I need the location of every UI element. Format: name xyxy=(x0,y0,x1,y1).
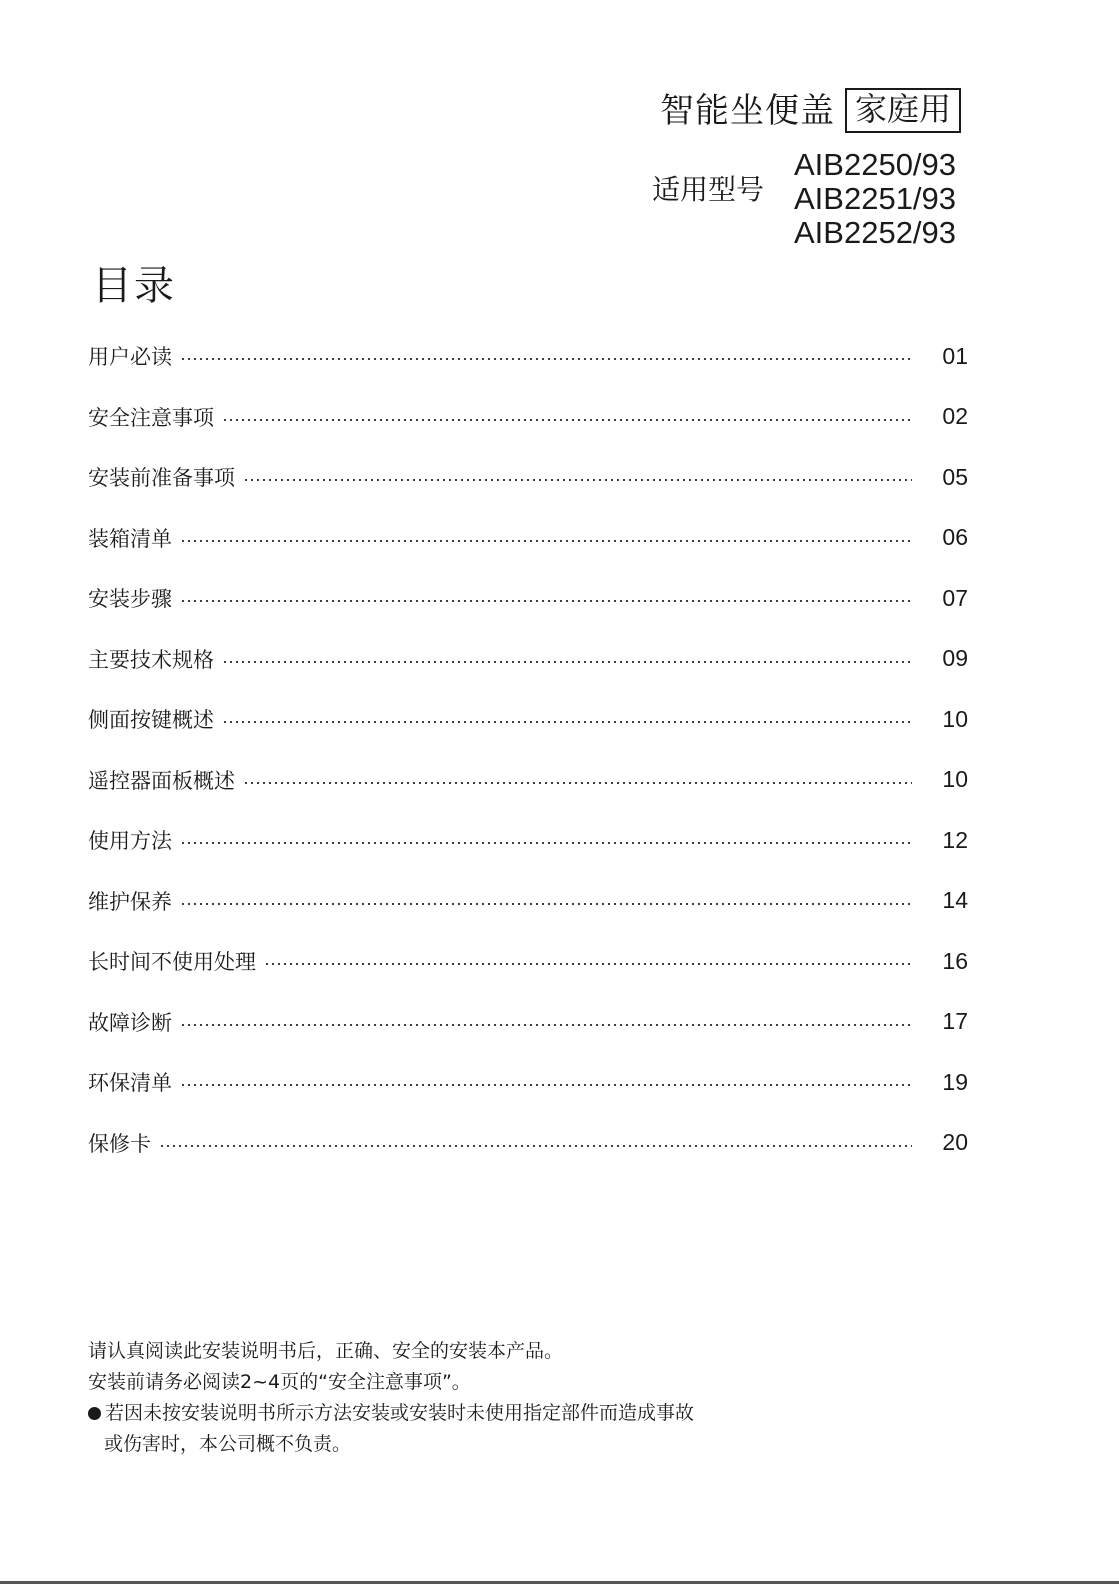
toc-entry[interactable] xyxy=(88,508,968,569)
toc-entry-page: 19 xyxy=(942,1068,968,1095)
note-line: 安装前请务必阅读2~4页的“安全注意事项”。 xyxy=(88,1371,471,1393)
toc-leader-dots xyxy=(243,479,912,481)
toc-leader-dots xyxy=(243,782,912,784)
toc-leader-dots xyxy=(180,903,912,905)
toc-leader-dots xyxy=(180,358,912,360)
toc-entry[interactable] xyxy=(88,689,968,750)
toc-entry[interactable] xyxy=(88,1052,968,1113)
toc-entry[interactable] xyxy=(88,447,968,508)
toc-entry-label: 用户必读 xyxy=(88,345,172,370)
toc-leader-dots xyxy=(264,963,912,965)
toc-entry-page: 06 xyxy=(942,524,968,551)
toc-entry-page: 07 xyxy=(942,584,968,611)
toc-entry[interactable] xyxy=(88,750,968,811)
model-number: AIB2250/93 xyxy=(794,147,957,182)
toc-entry-label: 侧面按键概述 xyxy=(88,708,214,733)
toc-entry[interactable] xyxy=(88,326,968,387)
toc-entry-label: 遥控器面板概述 xyxy=(88,768,235,793)
toc-entry-label: 保修卡 xyxy=(88,1131,151,1156)
toc-entry-page: 02 xyxy=(942,403,968,430)
toc-entry[interactable] xyxy=(88,992,968,1053)
disclaimer-text-cont: 或伤害时，本公司概不负责。 xyxy=(104,1433,352,1455)
model-block xyxy=(652,148,956,250)
note-line: 请认真阅读此安装说明书后，正确、安全的安装本产品。 xyxy=(88,1340,564,1362)
model-list xyxy=(794,148,956,250)
toc-entry[interactable] xyxy=(88,568,968,629)
toc-entry-page: 10 xyxy=(942,705,968,732)
toc-entry-label: 使用方法 xyxy=(88,829,172,854)
toc-entry-label: 安全注意事项 xyxy=(88,405,214,430)
notes xyxy=(88,1336,694,1460)
toc-leader-dots xyxy=(222,661,912,663)
toc-entry-page: 17 xyxy=(942,1008,968,1035)
toc-entry[interactable] xyxy=(88,871,968,932)
toc-entry-page: 05 xyxy=(942,463,968,490)
toc-entry-label: 故障诊断 xyxy=(88,1010,172,1035)
toc-entry-page: 01 xyxy=(942,342,968,369)
toc-leader-dots xyxy=(159,1145,912,1147)
toc-entry-label: 主要技术规格 xyxy=(88,647,214,672)
toc-entry[interactable] xyxy=(88,931,968,992)
disclaimer xyxy=(88,1398,694,1429)
toc-entry[interactable] xyxy=(88,810,968,871)
bottom-rule xyxy=(0,1581,1119,1584)
toc-leader-dots xyxy=(180,842,912,844)
product-name: 智能坐便盖 xyxy=(659,90,835,131)
toc-entry-label: 长时间不使用处理 xyxy=(88,950,256,975)
toc-entry-label: 环保清单 xyxy=(88,1071,172,1096)
toc-entry-page: 12 xyxy=(942,826,968,853)
toc-entry-label: 维护保养 xyxy=(88,889,172,914)
toc-entry-page: 20 xyxy=(942,1129,968,1156)
toc-entry-page: 14 xyxy=(942,887,968,914)
toc-leader-dots xyxy=(180,540,912,542)
toc-leader-dots xyxy=(222,721,912,723)
model-label: 适用型号 xyxy=(652,173,765,206)
toc-leader-dots xyxy=(180,600,912,602)
header-title-row xyxy=(660,88,961,133)
toc-entry[interactable] xyxy=(88,387,968,448)
model-number: AIB2252/93 xyxy=(794,215,957,250)
toc-entry[interactable] xyxy=(88,629,968,690)
toc-entry-page: 09 xyxy=(942,645,968,672)
toc-entry-label: 安装步骤 xyxy=(88,587,172,612)
toc-leader-dots xyxy=(222,419,912,421)
bullet-icon xyxy=(88,1407,101,1420)
model-number: AIB2251/93 xyxy=(794,181,957,216)
disclaimer-text: 若因未按安装说明书所示方法安装或安装时未使用指定部件而造成事故 xyxy=(105,1402,695,1424)
toc-leader-dots xyxy=(180,1084,912,1086)
toc-entry[interactable] xyxy=(88,1113,968,1174)
usage-tag: 家庭用 xyxy=(845,88,961,133)
toc-entry-label: 装箱清单 xyxy=(88,526,172,551)
toc-entry-page: 10 xyxy=(942,766,968,793)
table-of-contents xyxy=(88,326,968,1173)
toc-entry-page: 16 xyxy=(942,947,968,974)
toc-heading: 目录 xyxy=(92,263,176,309)
toc-entry-label: 安装前准备事项 xyxy=(88,466,235,491)
toc-leader-dots xyxy=(180,1024,912,1026)
